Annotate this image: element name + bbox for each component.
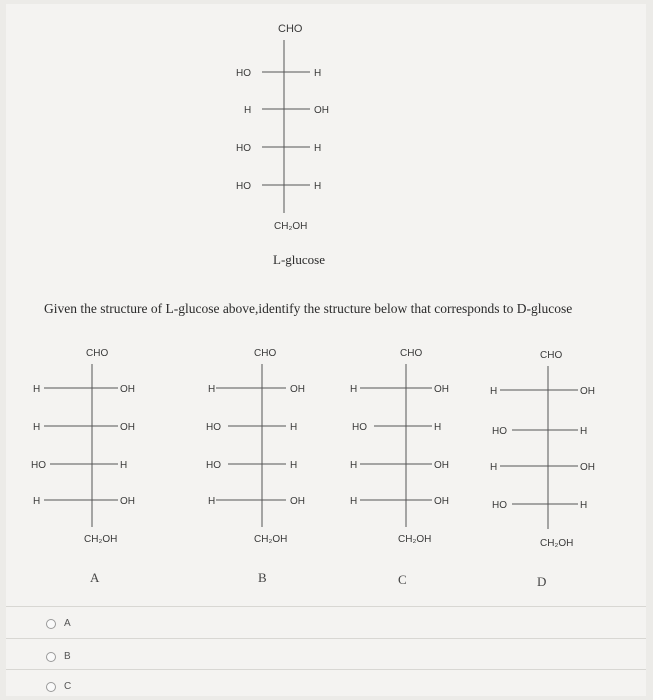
option-b-radio[interactable]	[46, 652, 56, 662]
structure-c-letter: C	[398, 572, 407, 587]
structure-d-letter: D	[537, 574, 547, 589]
structure-b-letter: B	[258, 570, 267, 585]
structure-d	[482, 344, 622, 554]
a-top: CHO	[86, 348, 109, 359]
d-row1-right: OH	[580, 386, 595, 397]
option-a-label: A	[64, 618, 71, 629]
c-row4-right: OH	[434, 496, 449, 507]
a-row4-right: OH	[120, 496, 135, 507]
a-row3-left: HO	[31, 460, 46, 471]
a-row4-left: H	[33, 496, 41, 507]
d-row4-right: H	[580, 500, 588, 511]
question-panel	[6, 4, 646, 696]
d-row1-left: H	[490, 386, 498, 397]
c-bottom: CH₂OH	[398, 534, 432, 545]
d-row2-left: HO	[492, 426, 507, 437]
b-row3-left: HO	[206, 460, 221, 471]
l-row1-left: HO	[236, 68, 251, 79]
c-row4-left: H	[350, 496, 358, 507]
structure-a-letter: A	[90, 570, 100, 585]
b-row2-left: HO	[206, 422, 221, 433]
d-row2-right: H	[580, 426, 588, 437]
option-a-radio[interactable]	[46, 619, 56, 629]
c-top: CHO	[400, 348, 423, 359]
option-divider-top	[6, 606, 646, 607]
structure-c	[344, 342, 474, 552]
c-row1-right: OH	[434, 384, 449, 395]
option-c-radio[interactable]	[46, 682, 56, 692]
a-row1-left: H	[33, 384, 41, 395]
d-row4-left: HO	[492, 500, 507, 511]
a-row2-left: H	[33, 422, 41, 433]
option-divider-2	[6, 669, 646, 670]
d-bottom: CH₂OH	[540, 538, 574, 549]
c-row1-left: H	[350, 384, 358, 395]
c-row2-left: HO	[352, 422, 367, 433]
d-row3-right: OH	[580, 462, 595, 473]
option-b-label: B	[64, 651, 71, 662]
l-row2-left: H	[244, 105, 252, 116]
b-row3-right: H	[290, 460, 298, 471]
c-row3-left: H	[350, 460, 358, 471]
structure-b	[202, 342, 332, 552]
b-bottom: CH₂OH	[254, 534, 288, 545]
structure-a	[28, 342, 158, 552]
l-row3-left: HO	[236, 143, 251, 154]
l-row4-left: HO	[236, 181, 251, 192]
a-bottom: CH₂OH	[84, 534, 118, 545]
l-glucose-bottom: CH₂OH	[274, 221, 308, 232]
a-row1-right: OH	[120, 384, 135, 395]
b-row4-right: OH	[290, 496, 305, 507]
option-a[interactable]	[46, 618, 71, 629]
b-row1-right: OH	[290, 384, 305, 395]
b-row1-left: H	[208, 384, 216, 395]
l-glucose-structure	[222, 18, 352, 238]
option-b[interactable]	[46, 651, 71, 662]
b-row2-right: H	[290, 422, 298, 433]
c-row2-right: H	[434, 422, 442, 433]
l-row1-right: H	[314, 68, 322, 79]
option-c-label: C	[64, 681, 72, 692]
a-row3-right: H	[120, 460, 128, 471]
option-c[interactable]	[46, 681, 71, 692]
b-row4-left: H	[208, 496, 216, 507]
a-row2-right: OH	[120, 422, 135, 433]
option-divider-1	[6, 638, 646, 639]
b-top: CHO	[254, 348, 277, 359]
d-top: CHO	[540, 350, 563, 361]
d-row3-left: H	[490, 462, 498, 473]
l-glucose-top: CHO	[278, 23, 303, 35]
c-row3-right: OH	[434, 460, 449, 471]
l-glucose-caption: L-glucose	[273, 252, 325, 267]
l-row3-right: H	[314, 143, 322, 154]
l-row4-right: H	[314, 181, 322, 192]
question-text: Given the structure of L-glucose above,identify the structure below that corresponds to D-glucose	[44, 301, 573, 316]
l-row2-right: OH	[314, 105, 329, 116]
